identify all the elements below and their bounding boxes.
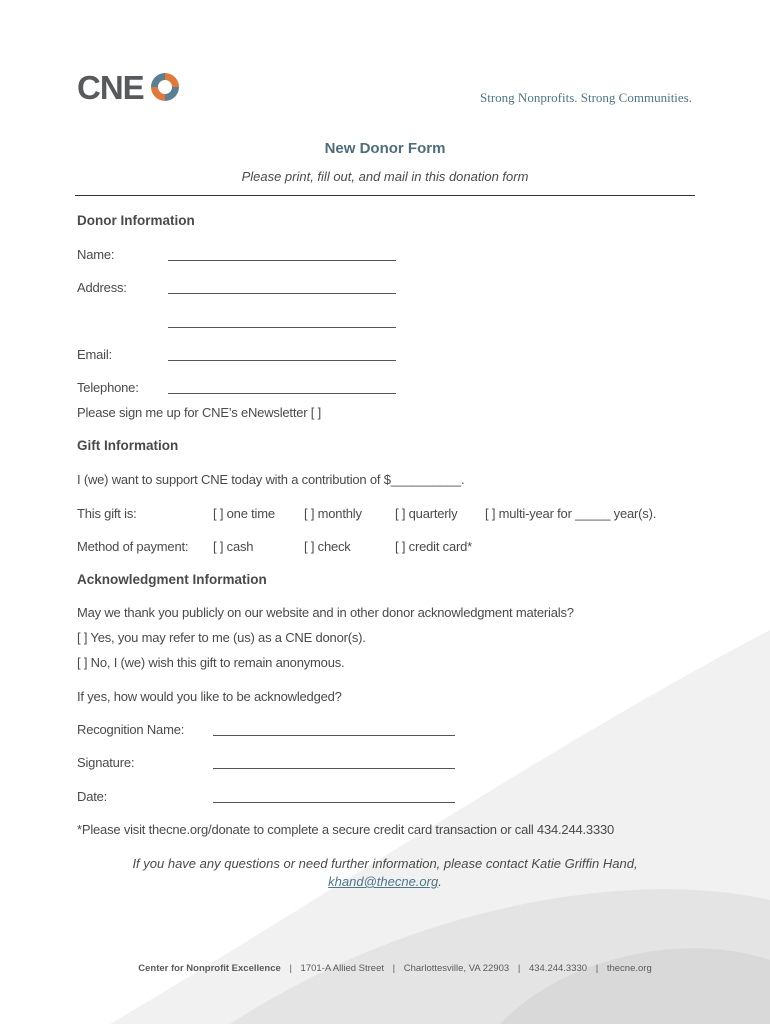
ack-question: May we thank you publicly on our website and in other donor acknowledgment materials? — [77, 605, 574, 620]
recognition-name-field[interactable] — [213, 735, 455, 736]
ack-how-question: If yes, how would you like to be acknowledged? — [77, 689, 342, 704]
address-field-line2[interactable] — [168, 327, 396, 328]
footer-org: Center for Nonprofit Excellence — [138, 963, 281, 974]
name-label: Name: — [77, 247, 115, 262]
footer-separator: | — [392, 963, 396, 974]
tagline: Strong Nonprofits. Strong Communities. — [480, 90, 692, 105]
address-label: Address: — [77, 280, 127, 295]
footer-city: Charlottesville, VA 22903 — [403, 963, 510, 974]
gift-frequency-label: This gift is: — [77, 506, 137, 521]
gift-option-monthly[interactable]: [ ] monthly — [304, 506, 362, 521]
payment-option-credit-card[interactable]: [ ] credit card* — [395, 539, 472, 554]
gift-option-one-time[interactable]: [ ] one time — [213, 506, 275, 521]
contact-email-link[interactable]: khand@thecne.org — [328, 874, 439, 889]
form-title: New Donor Form — [324, 140, 446, 157]
contact-end: . — [438, 874, 442, 889]
footer-phone: 434.244.3330 — [528, 963, 588, 974]
payment-method-label: Method of payment: — [77, 539, 189, 554]
title-divider — [75, 195, 695, 196]
cne-logo — [77, 70, 182, 104]
logo-swirl-icon — [148, 70, 182, 104]
ack-no-option[interactable]: [ ] No, I (we) wish this gift to remain anonymous. — [77, 655, 345, 670]
gift-info-heading: Gift Information — [77, 438, 179, 453]
signature-label: Signature: — [77, 755, 135, 770]
ack-yes-option[interactable]: [ ] Yes, you may refer to me (us) as a CNE donor(s). — [77, 630, 366, 645]
footer — [0, 963, 770, 974]
gift-option-multi-year[interactable]: [ ] multi-year for _____ year(s). — [485, 506, 657, 521]
footer-separator: | — [289, 963, 292, 974]
contact-note — [0, 855, 770, 891]
logo-text: CNE — [77, 68, 144, 106]
payment-option-cash[interactable]: [ ] cash — [213, 539, 254, 554]
date-label: Date: — [77, 789, 108, 804]
credit-card-note: *Please visit thecne.org/donate to complete a secure credit card transaction or call 434.244.3330 — [77, 822, 615, 837]
email-label: Email: — [77, 347, 112, 362]
telephone-label: Telephone: — [77, 380, 139, 395]
name-field[interactable] — [168, 260, 396, 261]
contribution-statement[interactable]: I (we) want to support CNE today with a contribution of $__________. — [77, 472, 465, 487]
donor-info-heading: Donor Information — [77, 213, 195, 228]
footer-separator: | — [517, 963, 521, 974]
footer-address: 1701-A Allied Street — [300, 963, 384, 974]
payment-option-check[interactable]: [ ] check — [304, 539, 351, 554]
signature-field[interactable] — [213, 768, 455, 769]
recognition-name-label: Recognition Name: — [77, 722, 185, 737]
email-field[interactable] — [168, 360, 396, 361]
ack-info-heading: Acknowledgment Information — [77, 572, 267, 587]
address-field-line1[interactable] — [168, 293, 396, 294]
telephone-field[interactable] — [168, 393, 396, 394]
date-field[interactable] — [213, 802, 455, 803]
footer-separator: | — [595, 963, 599, 974]
form-subtitle: Please print, fill out, and mail in this donation form — [241, 169, 529, 184]
footer-website[interactable]: thecne.org — [606, 963, 652, 974]
newsletter-checkbox[interactable]: Please sign me up for CNE’s eNewsletter [ ] — [77, 405, 322, 420]
gift-option-quarterly[interactable]: [ ] quarterly — [395, 506, 458, 521]
contact-text: If you have any questions or need further information, please contact Katie Griffin Hand, — [132, 856, 638, 871]
